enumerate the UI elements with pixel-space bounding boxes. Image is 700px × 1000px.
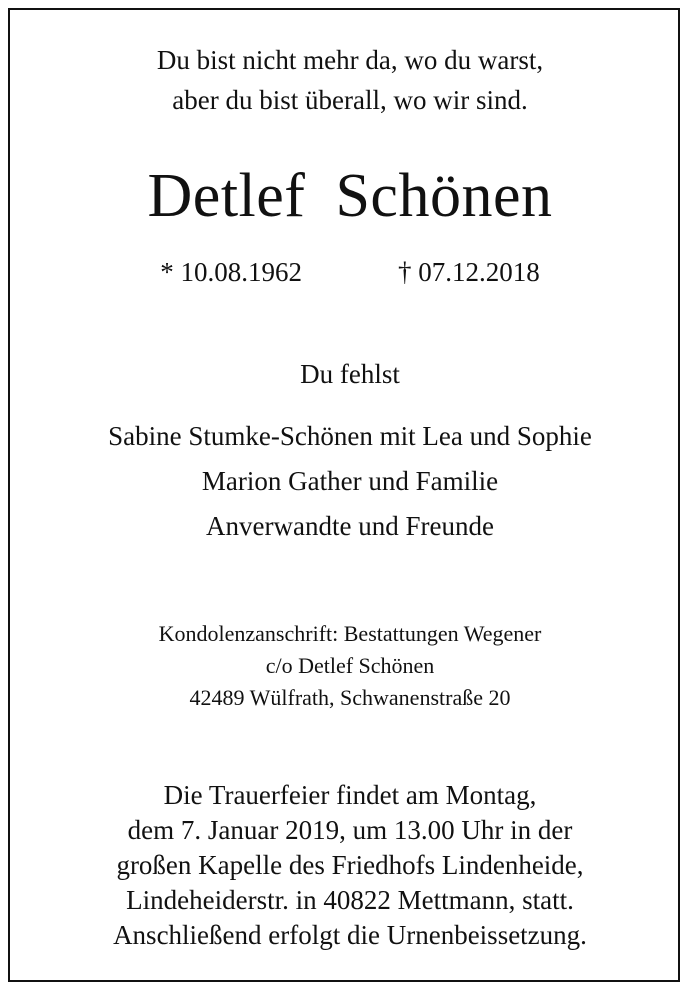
service-line-4: Lindeheiderstr. in 40822 Mettmann, statt. — [126, 885, 574, 915]
deceased-name: Detlef Schönen — [147, 162, 553, 230]
mourner-line: Anverwandte und Freunde — [206, 511, 494, 541]
service-line-2: dem 7. Januar 2019, um 13.00 Uhr in der — [127, 815, 573, 845]
service-line-3: großen Kapelle des Friedhofs Lindenheide, — [116, 850, 584, 880]
address-line-1: Kondolenzanschrift: Bestattungen Wegener — [158, 621, 542, 646]
mourner-line: Marion Gather und Familie — [201, 466, 499, 496]
motto — [0, 40, 700, 120]
service-line-1: Die Trauerfeier findet am Montag, — [163, 780, 537, 810]
condolence-address — [0, 618, 700, 714]
life-dates — [0, 254, 700, 290]
missing-text: Du fehlst — [300, 359, 400, 389]
service-line-5: Anschließend erfolgt die Urnenbeissetzung. — [113, 920, 587, 950]
address-line-3: 42489 Wülfrath, Schwanenstraße 20 — [189, 685, 511, 710]
mourner-line: Sabine Stumke-Schönen mit Lea und Sophie — [108, 421, 592, 451]
motto-line-2: aber du bist überall, wo wir sind. — [172, 85, 528, 115]
address-line-2: c/o Detlef Schönen — [265, 653, 435, 678]
funeral-service-info — [0, 778, 700, 953]
birth-date: * 10.08.1962 — [160, 257, 302, 287]
motto-line-1: Du bist nicht mehr da, wo du warst, — [156, 45, 544, 75]
death-date: † 07.12.2018 — [398, 257, 540, 287]
mourners-list — [0, 414, 700, 549]
